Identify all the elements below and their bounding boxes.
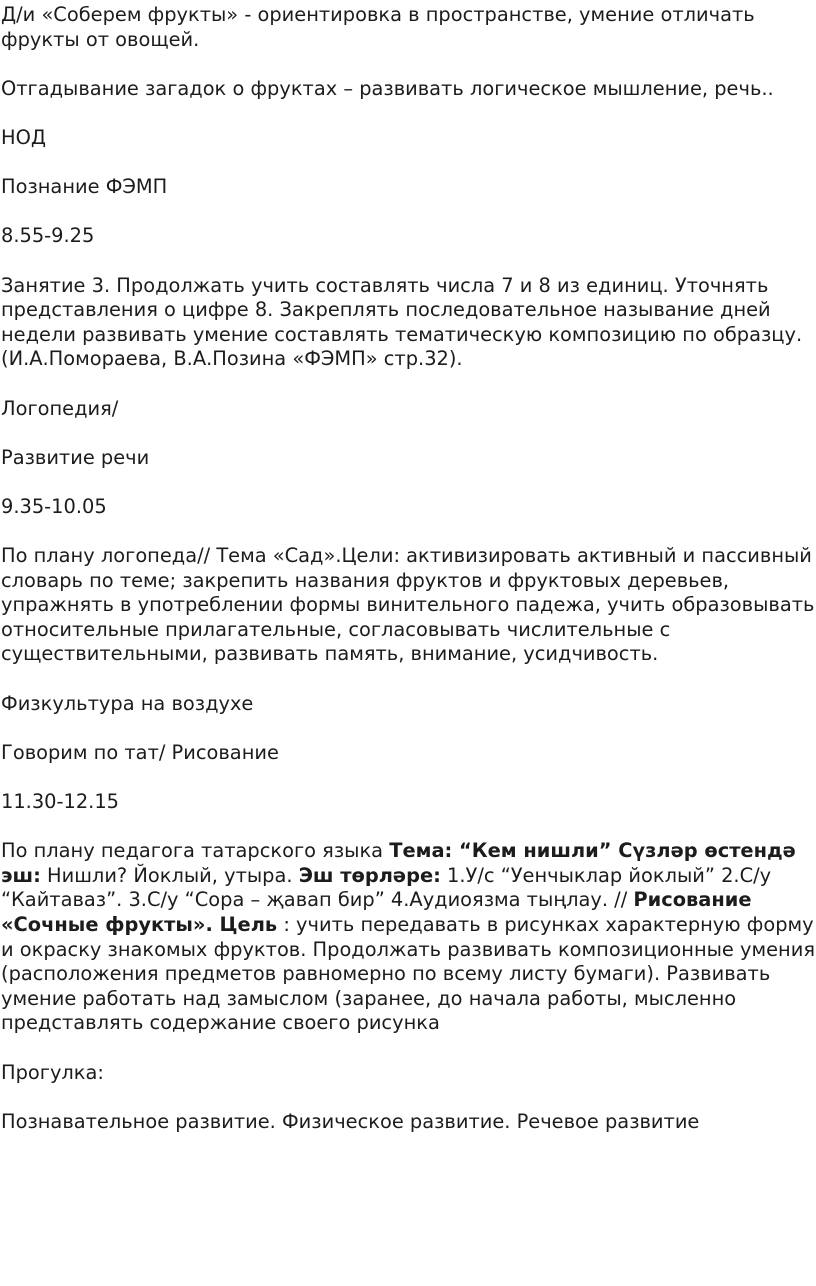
heading-walk: Прогулка: xyxy=(1,1060,104,1084)
paragraph-game-fruits: Д/и «Соберем фрукты» - ориентировка в пространстве, умение отличать фрукты от овощей. xyxy=(1,3,755,51)
bold-work-types: Эш төрләре: xyxy=(298,863,441,887)
time-tatar-drawing: 11.30-12.15 xyxy=(1,790,120,813)
subject-speech-development: Развитие речи xyxy=(1,445,150,469)
bold-drawing-goal: Рисование «Сочные фрукты». Цель xyxy=(1,888,752,936)
text-segment: Нишли? Йоклый, утыра. xyxy=(40,863,299,887)
paragraph-speech-plan: По плану логопеда// Тема «Сад».Цели: активизировать активный и пассивный словарь по теме; закрепить названия фруктов и фруктовых деревьев, упражнять в употреблении формы винительного падежа, учить образовывать относительные прилагательные, согласовывать числительные с существительными, развивать память, внимание, усидчивость. xyxy=(1,544,815,666)
subject-tatar-drawing: Говорим по тат/ Рисование xyxy=(1,740,279,764)
text-segment: : учить передавать в рисунках характерную форму и окраску знакомых фруктов. Продолжать развивать композиционные умения (расположения предметов равномерно по всему листу бумаги). Развивать умение работать над замыслом (заранее, до начала работы, мысленно представлять содержание своего рисунка xyxy=(1,912,815,1035)
heading-nod: НОД xyxy=(1,125,46,149)
time-femp: 8.55-9.25 xyxy=(1,224,95,248)
paragraph-tatar-drawing-plan xyxy=(1,839,816,1036)
subject-speech-therapy: Логопедия/ xyxy=(1,396,119,420)
text-segment: По плану педагога татарского языка xyxy=(1,839,390,863)
subject-outdoor-pe: Физкультура на воздухе xyxy=(1,691,254,715)
time-speech: 9.35-10.05 xyxy=(1,494,107,518)
bold-topic: Тема: “Кем нишли” Сүзләр өстендә эш: xyxy=(1,839,796,887)
paragraph-lesson-3: Занятие 3. Продолжать учить составлять числа 7 и 8 из единиц. Уточнять представления о цифре 8. Закреплять последовательное называние дней недели развивать умение составлять тематическую композицию по образцу. (И.А.Помораева, В.А.Позина «ФЭМП» стр.32). xyxy=(1,273,803,371)
text-segment: 1.У/с “Уенчыклар йоклый” 2.С/у “Кайтаваз”. 3.С/у “Сора – җавап бир” 4.Аудиоязма тыңлау. // xyxy=(1,863,772,912)
subject-femp: Познание ФЭМП xyxy=(1,175,168,199)
paragraph-riddles: Отгадывание загадок о фруктах – развивать логическое мышление, речь.. xyxy=(1,76,774,100)
paragraph-development-areas: Познавательное развитие. Физическое развитие. Речевое развитие xyxy=(1,1109,700,1133)
